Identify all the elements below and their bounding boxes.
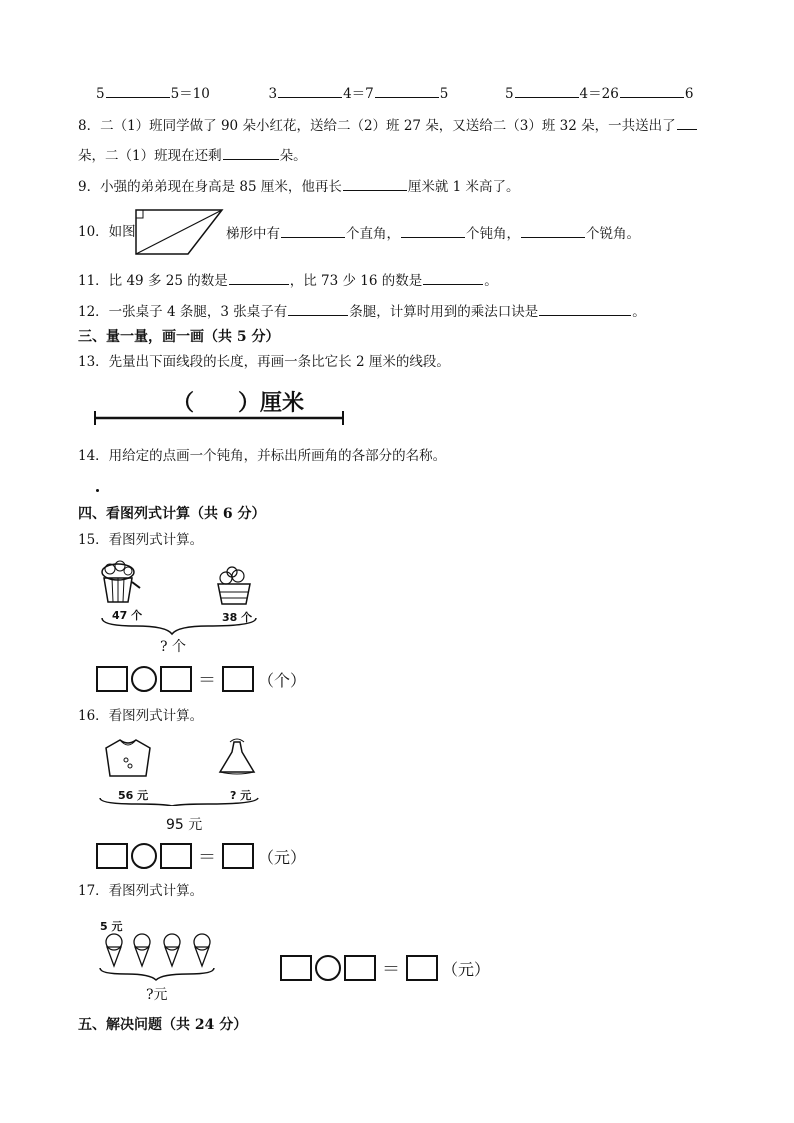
- answer-blank[interactable]: [677, 115, 697, 130]
- q12-text-3: 。: [632, 304, 646, 320]
- q10-text-2: 梯形中有: [226, 226, 280, 242]
- q16-left-label: 56 元: [118, 789, 149, 802]
- answer-blank[interactable]: [375, 83, 439, 98]
- q17-total-label: ?元: [146, 987, 168, 1003]
- q10-text-4: 个钝角，: [466, 226, 520, 242]
- q7-row: [96, 83, 693, 103]
- answer-box[interactable]: [160, 666, 192, 692]
- q16-right-label: ? 元: [230, 789, 252, 802]
- q17-equation: ＝ （元）: [280, 955, 490, 981]
- q7-c2: 4＝26: [579, 86, 619, 102]
- q13-label: （ ）厘米: [172, 391, 305, 416]
- q10: [78, 223, 136, 241]
- basket-icon: [218, 567, 250, 604]
- unit-label: （元）: [258, 847, 307, 867]
- q15: 15．看图列式计算。: [78, 532, 204, 548]
- ice-cream-icon: [134, 934, 150, 966]
- q9: [78, 176, 520, 196]
- answer-box[interactable]: [406, 955, 438, 981]
- unit-label: （元）: [442, 959, 491, 979]
- answer-box[interactable]: [96, 666, 128, 692]
- q15-equation: ＝ （个）: [96, 666, 306, 692]
- section-4-title: 四、看图列式计算（共 6 分）: [78, 506, 266, 522]
- answer-blank[interactable]: [278, 83, 342, 98]
- q13: 13．先量出下面线段的长度，再画一条比它长 2 厘米的线段。: [78, 354, 450, 370]
- q16-equation: ＝ （元）: [96, 843, 306, 869]
- q7-c3: 6: [684, 86, 694, 102]
- q10-rest: [226, 223, 640, 243]
- q17-price-label: 5 元: [100, 920, 123, 933]
- q17: 17．看图列式计算。: [78, 883, 204, 899]
- q14: 14．用给定的点画一个钝角，并标出所画角的各部分的名称。: [78, 448, 447, 464]
- q7-a1: 5: [96, 86, 105, 102]
- line-segment: [93, 410, 345, 426]
- q15-total-label: ? 个: [160, 639, 186, 655]
- operator-circle[interactable]: [131, 843, 157, 869]
- q7-b3: 5: [439, 86, 449, 102]
- section-3-title: 三、量一量，画一画（共 5 分）: [78, 329, 280, 345]
- q12-text: 12．一张桌子 4 条腿，3 张桌子有: [78, 304, 288, 320]
- ice-cream-icon: [194, 934, 210, 966]
- answer-box[interactable]: [160, 843, 192, 869]
- given-point: [96, 489, 99, 492]
- q8-line2: [78, 145, 307, 165]
- q9-text: 9．小强的弟弟现在身高是 85 厘米，他再长: [78, 179, 342, 195]
- answer-box[interactable]: [344, 955, 376, 981]
- answer-box[interactable]: [96, 843, 128, 869]
- answer-blank[interactable]: [223, 145, 279, 160]
- q8-text: 8．二（1）班同学做了 90 朵小红花，送给二（2）班 27 朵，又送给二（3）班 32 朵，一共送出了: [78, 118, 676, 134]
- answer-blank[interactable]: [229, 270, 289, 285]
- answer-box[interactable]: [280, 955, 312, 981]
- answer-blank[interactable]: [288, 301, 348, 316]
- q12-text-2: 条腿，计算时用到的乘法口诀是: [349, 304, 539, 320]
- q7-c1: 5: [504, 86, 514, 102]
- q10-text-3: 个直角，: [346, 226, 400, 242]
- answer-blank[interactable]: [106, 83, 170, 98]
- answer-blank[interactable]: [401, 223, 465, 238]
- operator-circle[interactable]: [131, 666, 157, 692]
- answer-blank[interactable]: [423, 270, 483, 285]
- q9-text-2: 厘米就 1 米高了。: [407, 179, 520, 195]
- unit-label: （个）: [258, 670, 307, 690]
- q7-b2: 4＝7: [343, 86, 374, 102]
- q11-text-2: ，比 73 少 16 的数是: [289, 273, 423, 289]
- q7-a2: 5＝10: [170, 86, 210, 102]
- operator-circle[interactable]: [315, 955, 341, 981]
- trapezoid-figure: [134, 206, 226, 256]
- q16-total-label: 95 元: [166, 817, 203, 833]
- q15-right-label: 38 个: [222, 611, 253, 624]
- q8-text-2: 朵，二（1）班现在还剩: [78, 148, 222, 164]
- q11-text-3: 。: [484, 273, 498, 289]
- q10-text-5: 个锐角。: [586, 226, 640, 242]
- answer-blank[interactable]: [281, 223, 345, 238]
- q16: 16．看图列式计算。: [78, 708, 204, 724]
- basket-icon: [102, 561, 140, 602]
- answer-blank[interactable]: [343, 176, 407, 191]
- q7-b1: 3: [268, 86, 278, 102]
- q17-figure: [96, 932, 220, 982]
- ice-cream-icon: [106, 934, 122, 966]
- ice-cream-icon: [164, 934, 180, 966]
- q11: [78, 270, 498, 290]
- shirt-icon: [106, 740, 150, 776]
- section-5-title: 五、解决问题（共 24 分）: [78, 1017, 248, 1033]
- answer-blank[interactable]: [620, 83, 684, 98]
- answer-blank[interactable]: [521, 223, 585, 238]
- q8-text-3: 朵。: [279, 148, 307, 164]
- answer-blank[interactable]: [515, 83, 579, 98]
- answer-box[interactable]: [222, 843, 254, 869]
- q8-line1: [78, 115, 698, 135]
- q12: [78, 301, 646, 321]
- q15-left-label: 47 个: [112, 609, 143, 622]
- q11-text: 11．比 49 多 25 的数是: [78, 273, 228, 289]
- answer-blank[interactable]: [539, 301, 631, 316]
- q10-text: 10．如图: [78, 224, 136, 240]
- dress-icon: [220, 739, 254, 774]
- answer-box[interactable]: [222, 666, 254, 692]
